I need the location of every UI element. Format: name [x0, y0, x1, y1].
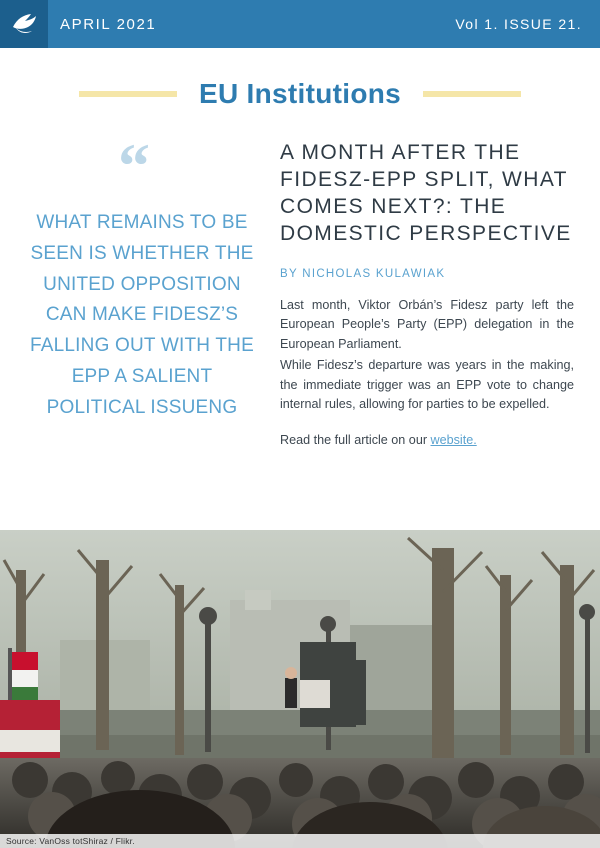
quote-mark-icon: “ — [118, 130, 150, 201]
article-paragraph-1: Last month, Viktor Orbán’s Fidesz party left the European People’s Party (EPP) delegation in the European Parliament. — [280, 297, 574, 351]
page-header — [0, 0, 600, 48]
logo-container — [0, 0, 48, 48]
article-paragraph-2: While Fidesz’s departure was years in the making, the immediate trigger was an EPP vote to change internal rules, allowing for parties to be expelled. — [280, 358, 574, 412]
pull-quote-column — [26, 130, 258, 447]
article-byline: BY NICHOLAS KULAWIAK — [280, 267, 446, 280]
issue-number: Vol 1. ISSUE 21. — [455, 16, 582, 32]
title-rule-right — [423, 91, 521, 97]
issue-date: APRIL 2021 — [60, 15, 157, 33]
title-rule-left — [79, 91, 177, 97]
page-title: EU Institutions — [198, 78, 402, 109]
article-column — [280, 138, 574, 447]
photo-credit: Source: VanOss totShiraz / Flikr. — [0, 834, 600, 848]
website-link[interactable]: website. — [430, 432, 477, 447]
section-title-row — [0, 78, 600, 110]
bird-logo-icon — [11, 13, 37, 35]
content-area — [0, 110, 600, 447]
read-more-prefix: Read the full article on our — [280, 432, 431, 447]
article-headline: A MONTH AFTER THE FIDESZ-EPP SPLIT, WHAT COMES NEXT?: THE DOMESTIC PERSPECTIVE — [280, 141, 572, 245]
rally-photo — [0, 530, 600, 848]
pull-quote-text: WHAT REMAINS TO BE SEEN IS WHETHER THE UNITED OPPOSITION CAN MAKE FIDESZ’S FALLING OUT WITH THE EPP A SALIENT POLITICAL ISSUENG — [30, 212, 254, 418]
read-more-line — [280, 433, 574, 447]
